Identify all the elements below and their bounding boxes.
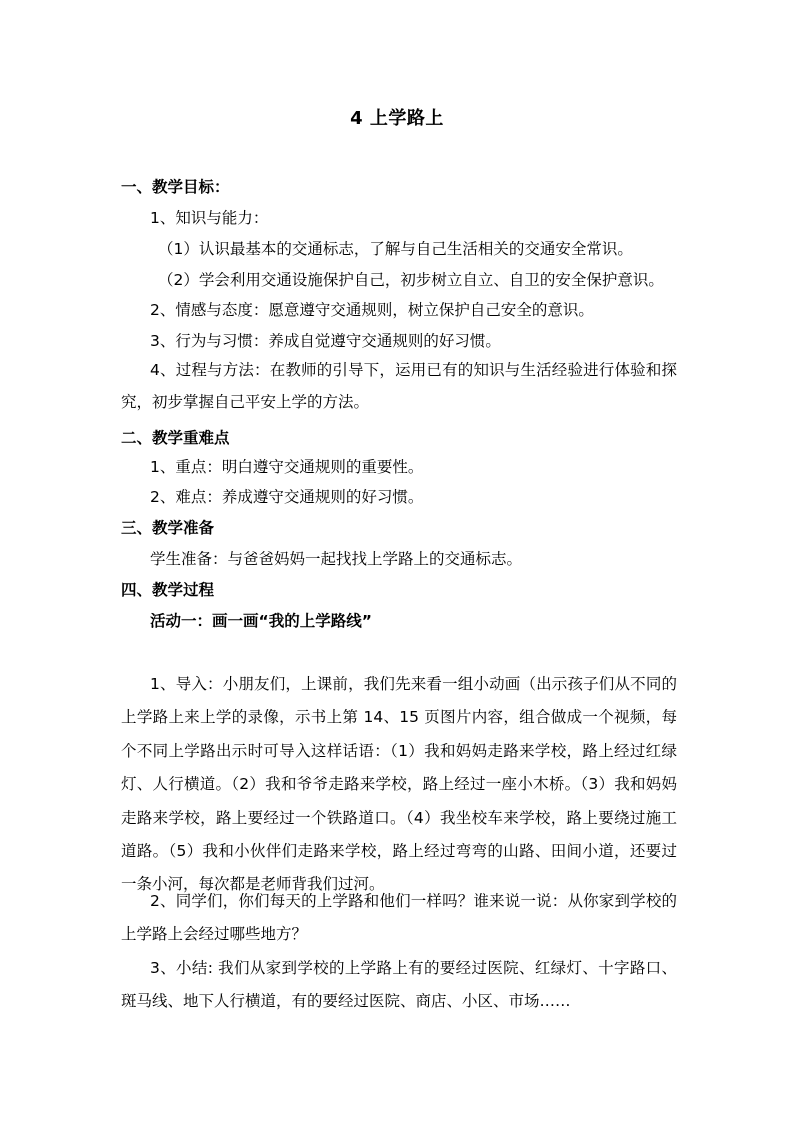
goal-process: 4、过程与方法：在教师的引导下，运用已有的知识与生活经验进行体验和探究，初步掌握自己平安上学的方法。 bbox=[121, 361, 677, 411]
goal-knowledge-2: （2）学会利用交通设施保护自己，初步树立自立、自卫的安全保护意识。 bbox=[158, 271, 664, 289]
section-heading-prep: 三、教学准备 bbox=[121, 519, 215, 537]
keypoint-important: 1、重点：明白遵守交通规则的重要性。 bbox=[150, 458, 424, 476]
keypoint-difficult: 2、难点：养成遵守交通规则的好习惯。 bbox=[150, 488, 424, 506]
section-heading-process: 四、教学过程 bbox=[121, 581, 215, 599]
paragraph-intro: 1、导入：小朋友们，上课前，我们先来看一组小动画（出示孩子们从不同的上学路上来上学的录像，示书上第 14、15 页图片内容，组合做成一个视频，每个不同上学路出示时可导入这样话语：（1）我和妈妈走路来学校，路上经过红绿灯、人行横道。（2）我和爷爷走路来学校，路上经过一座小木桥。（3）我和妈妈走路来学校，路上要经过一个铁路道口。（4）我坐校车来学校，路上要绕过施工道路。（5）我和小伙伴们走路来学校，路上经过弯弯的山路、田间小道，还要过一条小河，每次都是老师背我们过河。 bbox=[121, 675, 677, 894]
section-heading-keypoints: 二、教学重难点 bbox=[121, 429, 230, 447]
activity-title: 活动一：画一画“我的上学路线” bbox=[150, 612, 372, 630]
section-heading-goals: 一、教学目标： bbox=[121, 178, 230, 196]
goal-attitude: 2、情感与态度：愿意遵守交通规则，树立保护自己安全的意识。 bbox=[150, 301, 594, 319]
paragraph-question: 2、同学们，你们每天的上学路和他们一样吗？谁来说一说：从你家到学校的上学路上会经过哪些地方？ bbox=[121, 892, 677, 944]
goal-behavior: 3、行为与习惯：养成自觉遵守交通规则的好习惯。 bbox=[150, 332, 501, 350]
goal-knowledge: 1、知识与能力： bbox=[150, 209, 269, 227]
goal-knowledge-1: （1）认识最基本的交通标志，了解与自己生活相关的交通安全常识。 bbox=[158, 240, 633, 258]
paragraph-summary: 3、小结: 我们从家到学校的上学路上有的要经过医院、红绿灯、十字路口、斑马线、地下人行横道，有的要经过医院、商店、小区、市场…… bbox=[121, 959, 677, 1011]
page-title: 4 上学路上 bbox=[350, 108, 444, 129]
preparation-text: 学生准备：与爸爸妈妈一起找找上学路上的交通标志。 bbox=[150, 550, 523, 568]
